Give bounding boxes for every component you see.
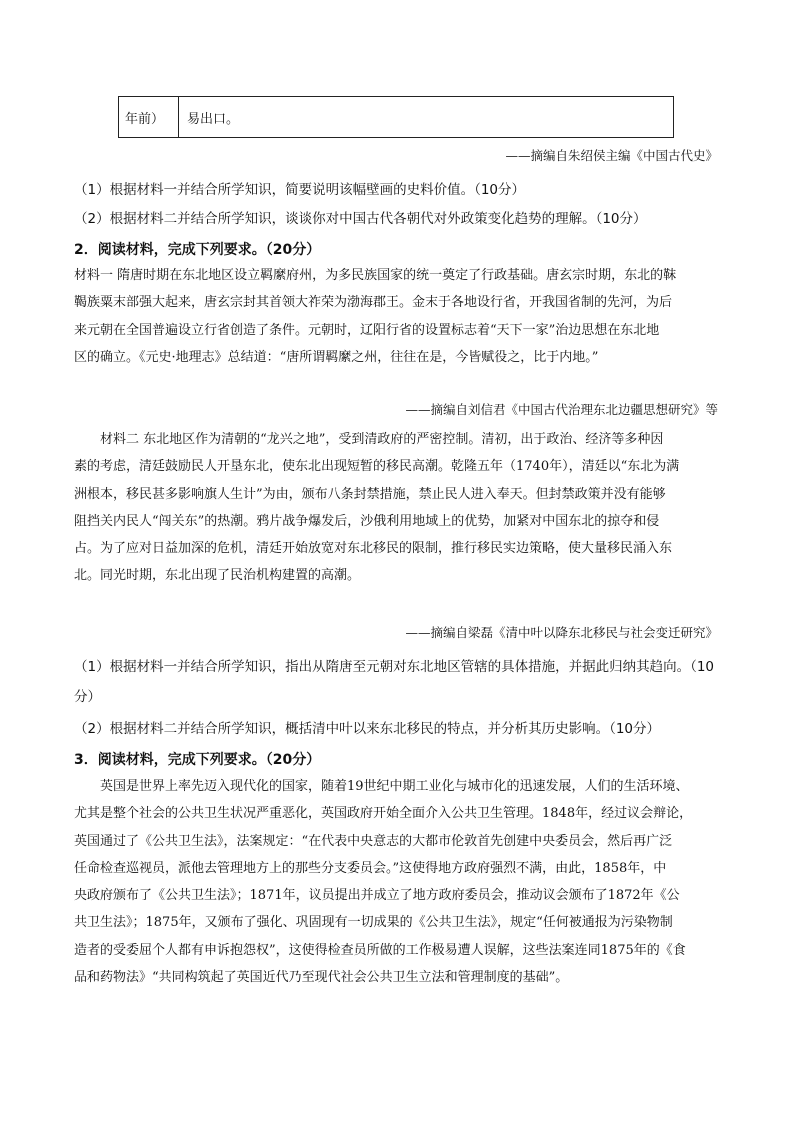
text-line: 英国是世界上率先迈入现代化的国家，随着19世纪中期工业化与城市化的迅速发展，人们的生活环境、 <box>100 779 689 794</box>
question-2-heading: 2．阅读材料，完成下列要求。（20分） <box>74 242 321 258</box>
text-line: 材料二 东北地区作为清朝的“龙兴之地”，受到清政府的严密控制。清初，出于政治、经济等多种因 <box>100 432 664 447</box>
text-line: 共卫生法》；1875年，又颁布了强化、巩固现有一切成果的《公共卫生法》，规定“任何被通报为污染物制 <box>74 915 673 931</box>
text-line: 洲根本，移民甚多影响旗人生计”为由，颁布八条封禁措施，禁止民人进入奉天。但封禁政策并没有能够 <box>74 486 666 502</box>
source-citation-3: ——摘编自梁磊《清中叶以降东北移民与社会变迁研究》 <box>405 625 718 640</box>
source-citation-1: ——摘编自朱绍侯主编《中国古代史》 <box>505 148 718 163</box>
material-table-row <box>118 96 674 138</box>
material-2-2-paragraph <box>74 426 720 590</box>
text-line: 占。为了应对日益加深的危机，清廷开始放宽对东北移民的限制，推行移民实边策略，使大量移民涌入东 <box>74 541 673 557</box>
text-line: 材料一 隋唐时期在东北地区设立羁縻府州，为多民族国家的统一奠定了行政基础。唐玄宗时期，东北的靺 <box>74 268 677 283</box>
text-line: 素的考虑，清廷鼓励民人开垦东北，使东北出现短暂的移民高潮。乾隆五年（1740年），清廷以“东北为满 <box>74 459 680 475</box>
table-cell-content: 易出口。 <box>187 111 240 127</box>
question-2-part-1-line-2: 分） <box>74 689 101 705</box>
text-line: 央政府颁布了《公共卫生法》；1871年，议员提出并成立了地方政府委员会，推动议会颁布了1872年《公 <box>74 888 680 904</box>
material-2-1-paragraph <box>74 262 720 371</box>
question-3-heading: 3．阅读材料，完成下列要求。（20分） <box>74 752 321 768</box>
text-line: 鞨族粟末部强大起来，唐玄宗封其首领大祚荣为渤海郡王。金末于各地设行省，开我国省制的先河，为后 <box>74 295 673 311</box>
material-3-paragraph <box>74 773 720 991</box>
question-2-part-2: （2）根据材料二并结合所学知识，概括清中叶以来东北移民的特点，并分析其历史影响。（10分） <box>74 721 661 737</box>
text-line: 阻挡关内民人“闯关东”的热潮。鸦片战争爆发后，沙俄利用地域上的优势，加紧对中国东北的掠夺和侵 <box>74 513 660 529</box>
table-cell-period: 年前） <box>119 97 179 137</box>
text-line: 造者的受委屈个人都有申诉抱怨权”，这使得检查员所做的工作极易遭人误解，这些法案连同1875年的《食 <box>74 942 686 958</box>
text-line: 来元朝在全国普遍设立行省创造了条件。元朝时，辽阳行省的设置标志着“天下一家”治边思想在东北地 <box>74 322 660 338</box>
text-line: 区的确立。《元史·地理志》总结道：“唐所谓羁縻之州，往往在是，今皆赋役之，比于内地。” <box>74 349 599 365</box>
text-line: 英国通过了《公共卫生法》，法案规定：“在代表中央意志的大都市伦敦首先创建中央委员会，然后再广泛 <box>74 833 673 849</box>
question-2-part-1-line-1: （1）根据材料一并结合所学知识，指出从隋唐至元朝对东北地区管辖的具体措施，并据此归纳其趋向。（10 <box>74 659 715 675</box>
text-line: 尤其是整个社会的公共卫生状况严重恶化，英国政府开始全面介入公共卫生管理。1848年，经过议会辩论， <box>74 806 693 822</box>
text-line: 北。同光时期，东北出现了民治机构建置的高潮。 <box>74 568 361 584</box>
text-line: 品和药物法》“共同构筑起了英国近代乃至现代社会公共卫生立法和管理制度的基础”。 <box>74 970 569 986</box>
text-line: 任命检查巡视员，派他去管理地方上的那些分支委员会。”这使得地方政府强烈不满，由此，1858年，中 <box>74 860 667 876</box>
question-1-part-2: （2）根据材料二并结合所学知识，谈谈你对中国古代各朝代对外政策变化趋势的理解。（10分） <box>74 211 647 227</box>
question-1-part-1: （1）根据材料一并结合所学知识，简要说明该幅壁画的史料价值。（10分） <box>74 182 526 198</box>
source-citation-2: ——摘编自刘信君《中国古代治理东北边疆思想研究》等 <box>405 402 718 417</box>
